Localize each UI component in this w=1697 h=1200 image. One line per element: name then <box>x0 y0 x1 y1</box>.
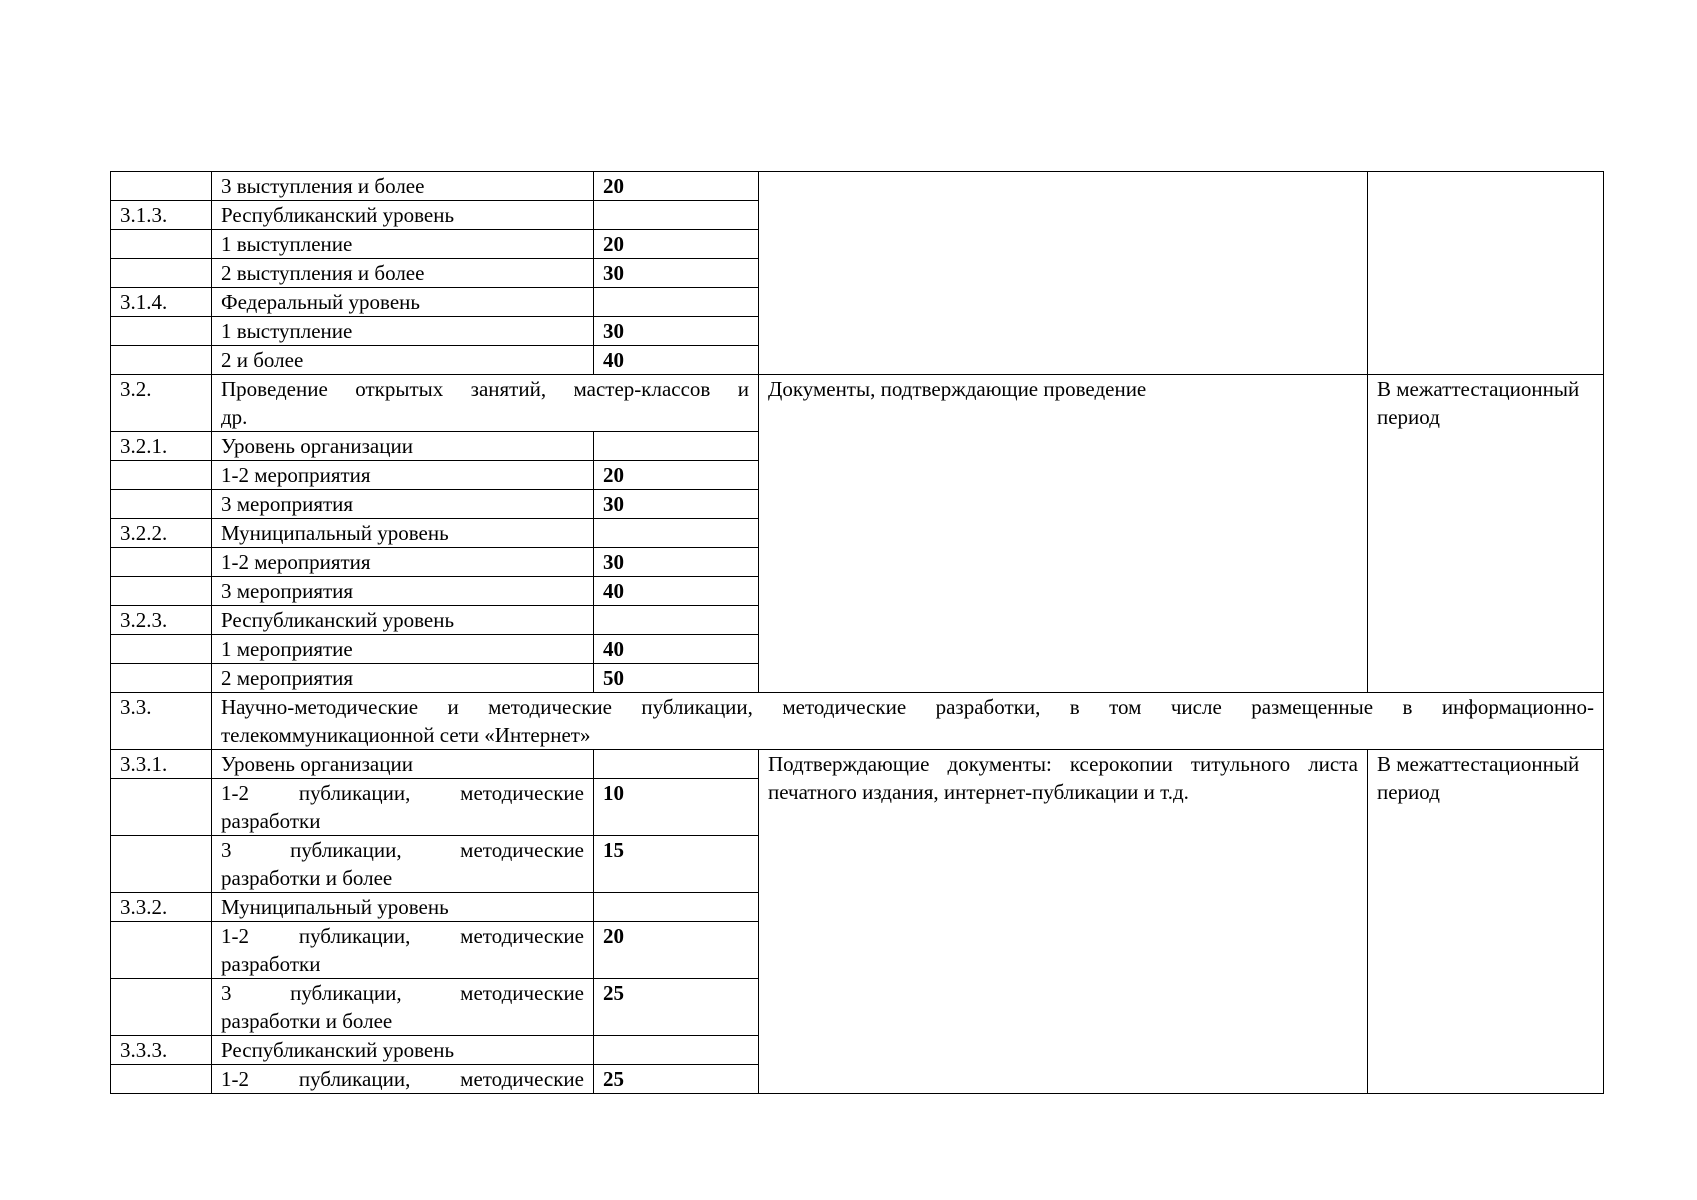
item-label-line: 3 публикации, методические <box>221 981 584 1005</box>
item-number <box>111 259 212 288</box>
section-heading-line: Научно-методические и методические публикации, методические разработки, в том числе размещенные в информационно- <box>221 695 1594 719</box>
item-number <box>111 779 212 836</box>
section-heading <box>212 693 1604 750</box>
item-points <box>594 201 759 230</box>
item-number: 3.2. <box>111 375 212 432</box>
item-points: 30 <box>594 490 759 519</box>
item-label: 1 выступление <box>212 317 594 346</box>
item-label: Муниципальный уровень <box>212 519 594 548</box>
item-label: Муниципальный уровень <box>212 893 594 922</box>
item-points: 20 <box>594 461 759 490</box>
item-label-line: 1-2 публикации, методические <box>221 924 584 948</box>
item-points <box>594 750 759 779</box>
item-points: 20 <box>594 230 759 259</box>
item-label <box>212 375 759 432</box>
item-label: 3 мероприятия <box>212 577 594 606</box>
item-number <box>111 461 212 490</box>
item-label: 1-2 публикации, методические <box>212 1065 594 1094</box>
item-label: 1-2 мероприятия <box>212 548 594 577</box>
item-points <box>594 432 759 461</box>
item-points: 30 <box>594 259 759 288</box>
item-number <box>111 979 212 1036</box>
item-number: 3.1.3. <box>111 201 212 230</box>
table-row <box>111 375 1604 432</box>
item-label: 3 мероприятия <box>212 490 594 519</box>
submission-period: В межаттестационный период <box>1368 375 1604 693</box>
item-number: 3.3.2. <box>111 893 212 922</box>
item-points: 25 <box>594 979 759 1036</box>
item-number <box>111 664 212 693</box>
item-number: 3.3.3. <box>111 1036 212 1065</box>
confirming-documents: Документы, подтверждающие проведение <box>759 375 1368 693</box>
item-points: 10 <box>594 779 759 836</box>
item-label: Уровень организации <box>212 750 594 779</box>
criteria-table <box>110 171 1604 1094</box>
item-label <box>212 922 594 979</box>
item-label-line: разработки и более <box>221 1009 393 1033</box>
item-points: 30 <box>594 317 759 346</box>
item-label-line: разработки <box>221 809 321 833</box>
item-label: Республиканский уровень <box>212 201 594 230</box>
item-number: 3.2.1. <box>111 432 212 461</box>
confirming-documents <box>759 172 1368 375</box>
item-points: 40 <box>594 346 759 375</box>
confirming-documents: Подтверждающие документы: ксерокопии титульного листа печатного издания, интернет-публикации и т.д. <box>759 750 1368 1094</box>
item-points: 40 <box>594 635 759 664</box>
item-label <box>212 979 594 1036</box>
item-number <box>111 635 212 664</box>
item-label: Федеральный уровень <box>212 288 594 317</box>
table-row <box>111 172 1604 201</box>
item-points: 20 <box>594 172 759 201</box>
item-points <box>594 606 759 635</box>
item-points <box>594 519 759 548</box>
item-number: 3.3. <box>111 693 212 750</box>
submission-period: В межаттестационный период <box>1368 750 1604 1094</box>
item-label-line: др. <box>221 405 248 429</box>
item-label: 1 мероприятие <box>212 635 594 664</box>
item-number <box>111 317 212 346</box>
item-points <box>594 893 759 922</box>
item-number <box>111 490 212 519</box>
item-points: 15 <box>594 836 759 893</box>
item-label-line: разработки <box>221 952 321 976</box>
item-number: 3.2.3. <box>111 606 212 635</box>
item-label: 1-2 мероприятия <box>212 461 594 490</box>
item-label: 2 выступления и более <box>212 259 594 288</box>
item-label-line: 1-2 публикации, методические <box>221 781 584 805</box>
item-number <box>111 1065 212 1094</box>
item-label-line: разработки и более <box>221 866 393 890</box>
item-number <box>111 172 212 201</box>
submission-period <box>1368 172 1604 375</box>
item-number <box>111 922 212 979</box>
item-number <box>111 230 212 259</box>
item-label: 2 и более <box>212 346 594 375</box>
item-points: 20 <box>594 922 759 979</box>
item-points <box>594 1036 759 1065</box>
item-label: Уровень организации <box>212 432 594 461</box>
item-points: 25 <box>594 1065 759 1094</box>
table-row <box>111 693 1604 750</box>
item-number <box>111 577 212 606</box>
section-heading-line: телекоммуникационной сети «Интернет» <box>221 723 591 747</box>
item-label: 3 выступления и более <box>212 172 594 201</box>
item-label-line: Проведение открытых занятий, мастер-классов и <box>221 377 749 401</box>
item-points: 40 <box>594 577 759 606</box>
item-points: 50 <box>594 664 759 693</box>
item-label: 2 мероприятия <box>212 664 594 693</box>
item-label <box>212 836 594 893</box>
item-number <box>111 346 212 375</box>
item-number <box>111 836 212 893</box>
table-row <box>111 750 1604 779</box>
item-number: 3.2.2. <box>111 519 212 548</box>
item-label-line: 3 публикации, методические <box>221 838 584 862</box>
item-number <box>111 548 212 577</box>
item-label: Республиканский уровень <box>212 606 594 635</box>
item-label: 1 выступление <box>212 230 594 259</box>
item-points: 30 <box>594 548 759 577</box>
item-points <box>594 288 759 317</box>
item-number: 3.3.1. <box>111 750 212 779</box>
item-label <box>212 779 594 836</box>
item-number: 3.1.4. <box>111 288 212 317</box>
item-label: Республиканский уровень <box>212 1036 594 1065</box>
